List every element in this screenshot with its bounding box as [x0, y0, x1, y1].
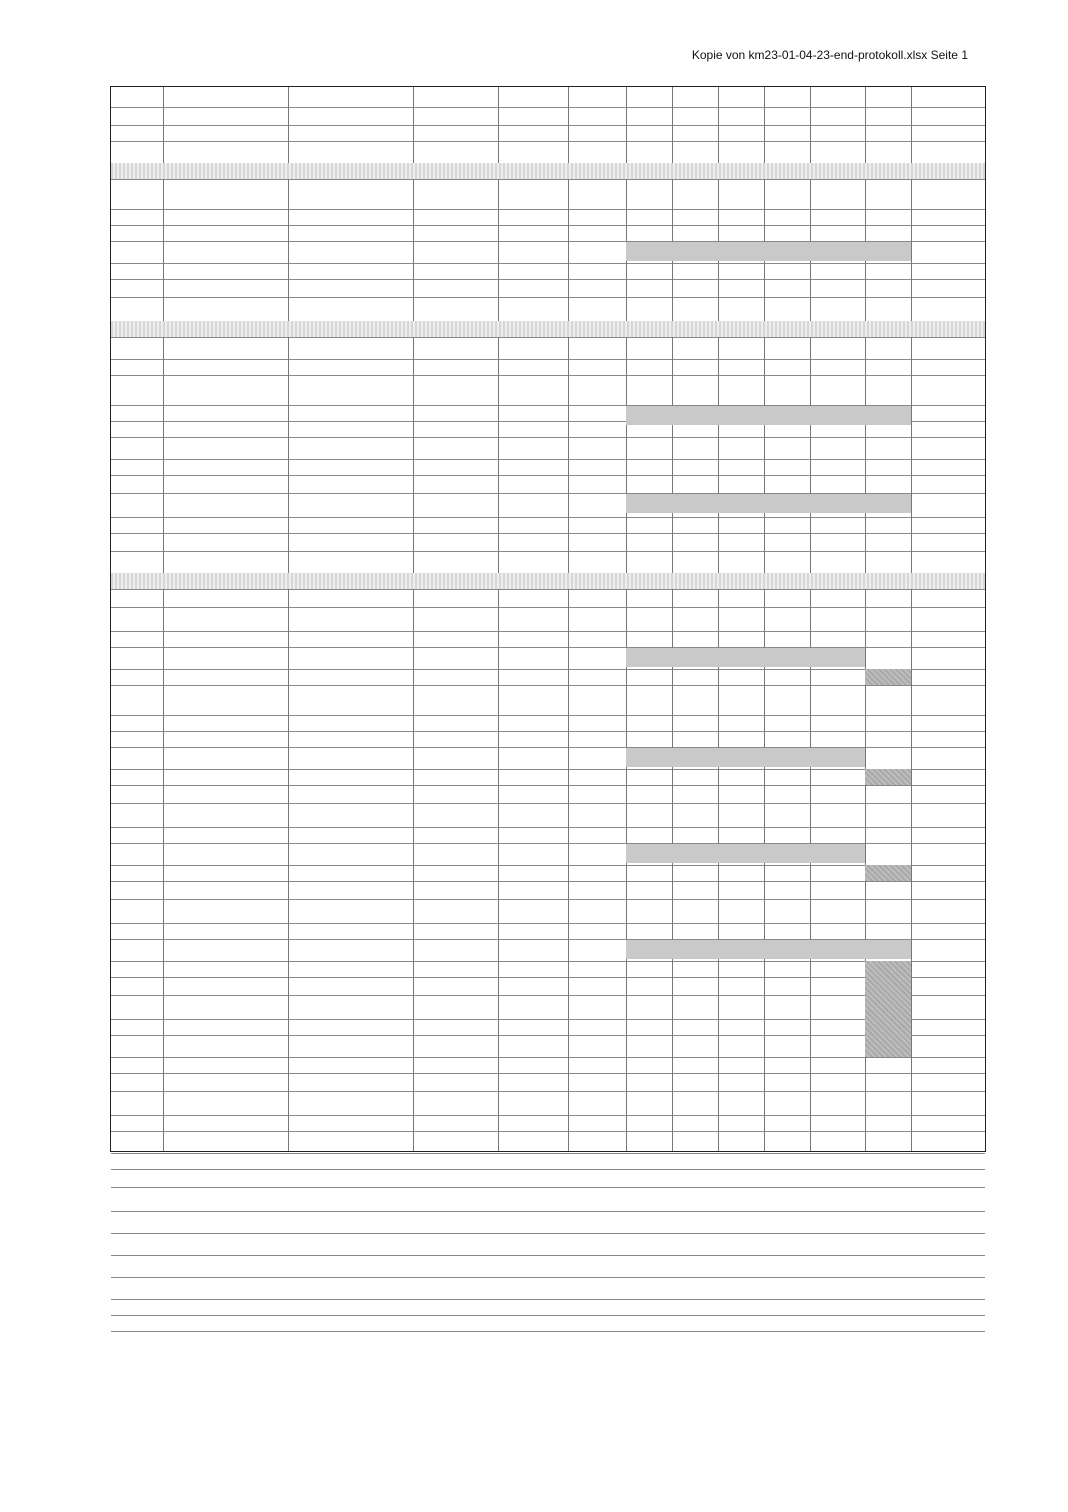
round-header [766, 843, 808, 865]
class-code-cell [415, 865, 496, 881]
round-header [766, 493, 808, 517]
round-header [867, 939, 909, 961]
last-name-cell [167, 421, 284, 437]
rank-cell [113, 517, 161, 533]
club-cell [500, 1035, 566, 1057]
score-cell [720, 263, 762, 279]
score-cell [766, 517, 808, 533]
lm-value-cell [570, 769, 624, 785]
document-title [115, 107, 622, 125]
round-header [720, 405, 762, 421]
grid-row-line [111, 1073, 985, 1092]
grid-row-line [111, 1255, 985, 1278]
score-cell [812, 517, 863, 533]
first-name-cell [292, 995, 409, 1019]
score-cell [812, 669, 863, 685]
class-code-cell [415, 517, 496, 533]
round-header [812, 493, 863, 517]
total-cell [931, 865, 965, 881]
rank-cell [113, 1019, 161, 1035]
lm-header [628, 241, 670, 263]
score-cell [766, 669, 808, 685]
rank-cell [113, 865, 161, 881]
round-header [766, 647, 808, 669]
score-cell [766, 977, 808, 995]
round-header [720, 939, 762, 961]
lm-value-cell [570, 263, 624, 279]
club-cell [500, 1019, 566, 1035]
class-title [115, 631, 494, 647]
grid-row-line [111, 279, 985, 298]
club-cell [500, 995, 566, 1019]
grid-row-line [111, 1115, 985, 1132]
score-cell [867, 263, 909, 279]
score-cell [766, 421, 808, 437]
score-cell [867, 517, 909, 533]
score-cell [720, 517, 762, 533]
grid-row-line [111, 715, 985, 732]
first-name-cell [292, 769, 409, 785]
club-cell [500, 263, 566, 279]
score-cell [674, 769, 716, 785]
section-title [115, 337, 564, 359]
grid-row-line [111, 881, 985, 900]
score-cell [720, 669, 762, 685]
round-header [812, 241, 863, 263]
score-cell [674, 1019, 716, 1035]
score-cell [766, 1019, 808, 1035]
round-header [720, 843, 762, 865]
class-code-cell [415, 961, 496, 977]
round-header [720, 241, 762, 263]
first-name-cell [292, 421, 409, 437]
club-cell [500, 865, 566, 881]
score-cell [812, 263, 863, 279]
grid-row-line [111, 803, 985, 828]
total-cell [931, 961, 965, 977]
score-cell [766, 769, 808, 785]
last-name-cell [167, 1019, 284, 1035]
first-name-cell [292, 865, 409, 881]
lm-value-cell [570, 961, 624, 977]
score-cell [766, 1035, 808, 1057]
rank-cell [113, 421, 161, 437]
section-separator [111, 573, 985, 589]
last-name-cell [167, 977, 284, 995]
grid-column-line [413, 87, 414, 1151]
grid-column-line [911, 87, 912, 1151]
round-header [812, 939, 863, 961]
score-cell [812, 1035, 863, 1057]
last-name-cell [167, 517, 284, 533]
lm-value-cell [570, 995, 624, 1019]
class-title [115, 731, 494, 747]
class-code-cell [415, 669, 496, 685]
grid-row-line [111, 1211, 985, 1234]
score-cell [720, 961, 762, 977]
score-cell [812, 995, 863, 1019]
round-header [766, 405, 808, 421]
grid-row-line [111, 1153, 985, 1170]
score-cell [812, 961, 863, 977]
total-cell [931, 995, 965, 1019]
grid-row-line [111, 1131, 985, 1154]
lm-value-cell [570, 669, 624, 685]
round-header [674, 493, 716, 517]
grid-row-line [111, 209, 985, 226]
round-header [867, 241, 909, 263]
score-cell [812, 865, 863, 881]
lm-value-cell [570, 517, 624, 533]
stand-label [768, 87, 806, 107]
score-cell [720, 995, 762, 1019]
class-title [115, 923, 494, 939]
grid-row-line [111, 1057, 985, 1074]
grid-row-line [111, 297, 985, 322]
unused-rounds-shade [865, 669, 911, 685]
grid-row-line [111, 1299, 985, 1316]
score-cell [674, 263, 716, 279]
round-header [867, 493, 909, 517]
round-header [766, 747, 808, 769]
page-header: Kopie von km23-01-04-23-end-protokoll.xlsx Seite 1 [691, 48, 968, 62]
round-header [867, 405, 909, 421]
club-cell [500, 517, 566, 533]
rank-cell [113, 995, 161, 1019]
grid-row-line [111, 607, 985, 632]
total-cell [931, 769, 965, 785]
class-code-cell [415, 1035, 496, 1057]
class-code-cell [415, 263, 496, 279]
lm-value-cell [570, 977, 624, 995]
first-name-cell [292, 1019, 409, 1035]
first-name-cell [292, 669, 409, 685]
section-separator [111, 321, 985, 337]
club-cell [500, 977, 566, 995]
lm-value-cell [570, 1019, 624, 1035]
last-name-cell [167, 961, 284, 977]
grid-row-line [111, 437, 985, 460]
first-name-cell [292, 961, 409, 977]
rank-cell [113, 1035, 161, 1057]
lm-header [628, 493, 670, 517]
first-name-cell [292, 517, 409, 533]
round-header [812, 747, 863, 769]
class-code-cell [415, 977, 496, 995]
grid-row-line [111, 1169, 985, 1188]
total-cell [931, 977, 965, 995]
total-cell [931, 263, 965, 279]
status-label [630, 107, 760, 125]
total-cell [931, 669, 965, 685]
grid-row-line [111, 899, 985, 924]
lm-value-cell [570, 1035, 624, 1057]
grid-row-line [111, 1277, 985, 1300]
last-name-cell [167, 263, 284, 279]
grid-row-line [111, 685, 985, 716]
total-cell [931, 1035, 965, 1057]
date-location [115, 125, 494, 141]
unused-rounds-shade [865, 865, 911, 881]
rank-cell [113, 769, 161, 785]
score-cell [720, 977, 762, 995]
club-cell [500, 769, 566, 785]
lm-header [628, 647, 670, 669]
grid-column-line [288, 87, 289, 1151]
round-header [674, 747, 716, 769]
class-code-cell [415, 769, 496, 785]
total-cell [931, 1019, 965, 1035]
score-cell [674, 517, 716, 533]
lm-header [628, 939, 670, 961]
score-cell [720, 1035, 762, 1057]
grid-row-line [111, 533, 985, 552]
lm-header [628, 405, 670, 421]
total-cell [931, 421, 965, 437]
grid-row-line [111, 1315, 985, 1332]
round-header [674, 647, 716, 669]
grid-row-line [111, 1091, 985, 1116]
rank-cell [113, 977, 161, 995]
section-separator [111, 163, 985, 179]
round-header [913, 241, 983, 263]
section-title [115, 179, 564, 209]
grid-column-line [498, 87, 499, 1151]
first-name-cell [292, 1035, 409, 1057]
grid-row-line [111, 459, 985, 476]
score-cell [674, 669, 716, 685]
round-header [812, 647, 863, 669]
rank-cell [113, 669, 161, 685]
last-name-cell [167, 769, 284, 785]
score-cell [867, 421, 909, 437]
round-header [766, 939, 808, 961]
last-name-cell [167, 995, 284, 1019]
grid-row-line [111, 551, 985, 574]
round-header [812, 405, 863, 421]
rank-cell [113, 263, 161, 279]
score-cell [812, 769, 863, 785]
first-name-cell [292, 263, 409, 279]
stand-value [812, 87, 983, 107]
lm-header [628, 747, 670, 769]
score-cell [720, 865, 762, 881]
round-header [766, 241, 808, 263]
class-title [115, 827, 494, 843]
class-code-cell [415, 1019, 496, 1035]
score-cell [766, 995, 808, 1019]
class-code-cell [415, 421, 496, 437]
round-header [674, 241, 716, 263]
round-header [812, 843, 863, 865]
score-cell [674, 421, 716, 437]
section-title [115, 589, 564, 607]
unused-rounds-shade [865, 769, 911, 785]
round-header [720, 747, 762, 769]
grid-row-line [111, 359, 985, 376]
class-title [115, 375, 494, 405]
round-header [674, 843, 716, 865]
score-cell [812, 977, 863, 995]
round-header [913, 939, 983, 961]
round-header [913, 405, 983, 421]
grid-row-line [111, 141, 985, 164]
last-name-cell [167, 669, 284, 685]
grid-column-line [163, 87, 164, 1151]
lm-value-cell [570, 421, 624, 437]
round-header [913, 493, 983, 517]
grid-row-line [111, 1233, 985, 1256]
total-cell [931, 517, 965, 533]
unused-rounds-shade [865, 961, 911, 1057]
round-header [674, 405, 716, 421]
class-code-cell [415, 995, 496, 1019]
score-cell [720, 769, 762, 785]
grid-row-line [111, 1187, 985, 1212]
score-cell [766, 961, 808, 977]
score-cell [766, 263, 808, 279]
round-header [720, 647, 762, 669]
rank-cell [113, 961, 161, 977]
round-header [720, 493, 762, 517]
score-cell [674, 977, 716, 995]
last-name-cell [167, 1035, 284, 1057]
club-cell [500, 961, 566, 977]
result-sheet [110, 86, 986, 1152]
lm-value-cell [570, 865, 624, 881]
class-title [115, 475, 494, 493]
score-cell [674, 1035, 716, 1057]
score-cell [674, 995, 716, 1019]
club-cell [500, 421, 566, 437]
score-cell [720, 1019, 762, 1035]
score-cell [812, 421, 863, 437]
grid-row-line [111, 785, 985, 804]
score-cell [766, 865, 808, 881]
club-cell [500, 669, 566, 685]
score-cell [720, 421, 762, 437]
grid-column-line [568, 87, 569, 1151]
class-title [115, 225, 494, 241]
round-header [674, 939, 716, 961]
last-name-cell [167, 865, 284, 881]
score-cell [812, 1019, 863, 1035]
score-cell [674, 865, 716, 881]
score-cell [674, 961, 716, 977]
lm-header [628, 843, 670, 865]
first-name-cell [292, 977, 409, 995]
